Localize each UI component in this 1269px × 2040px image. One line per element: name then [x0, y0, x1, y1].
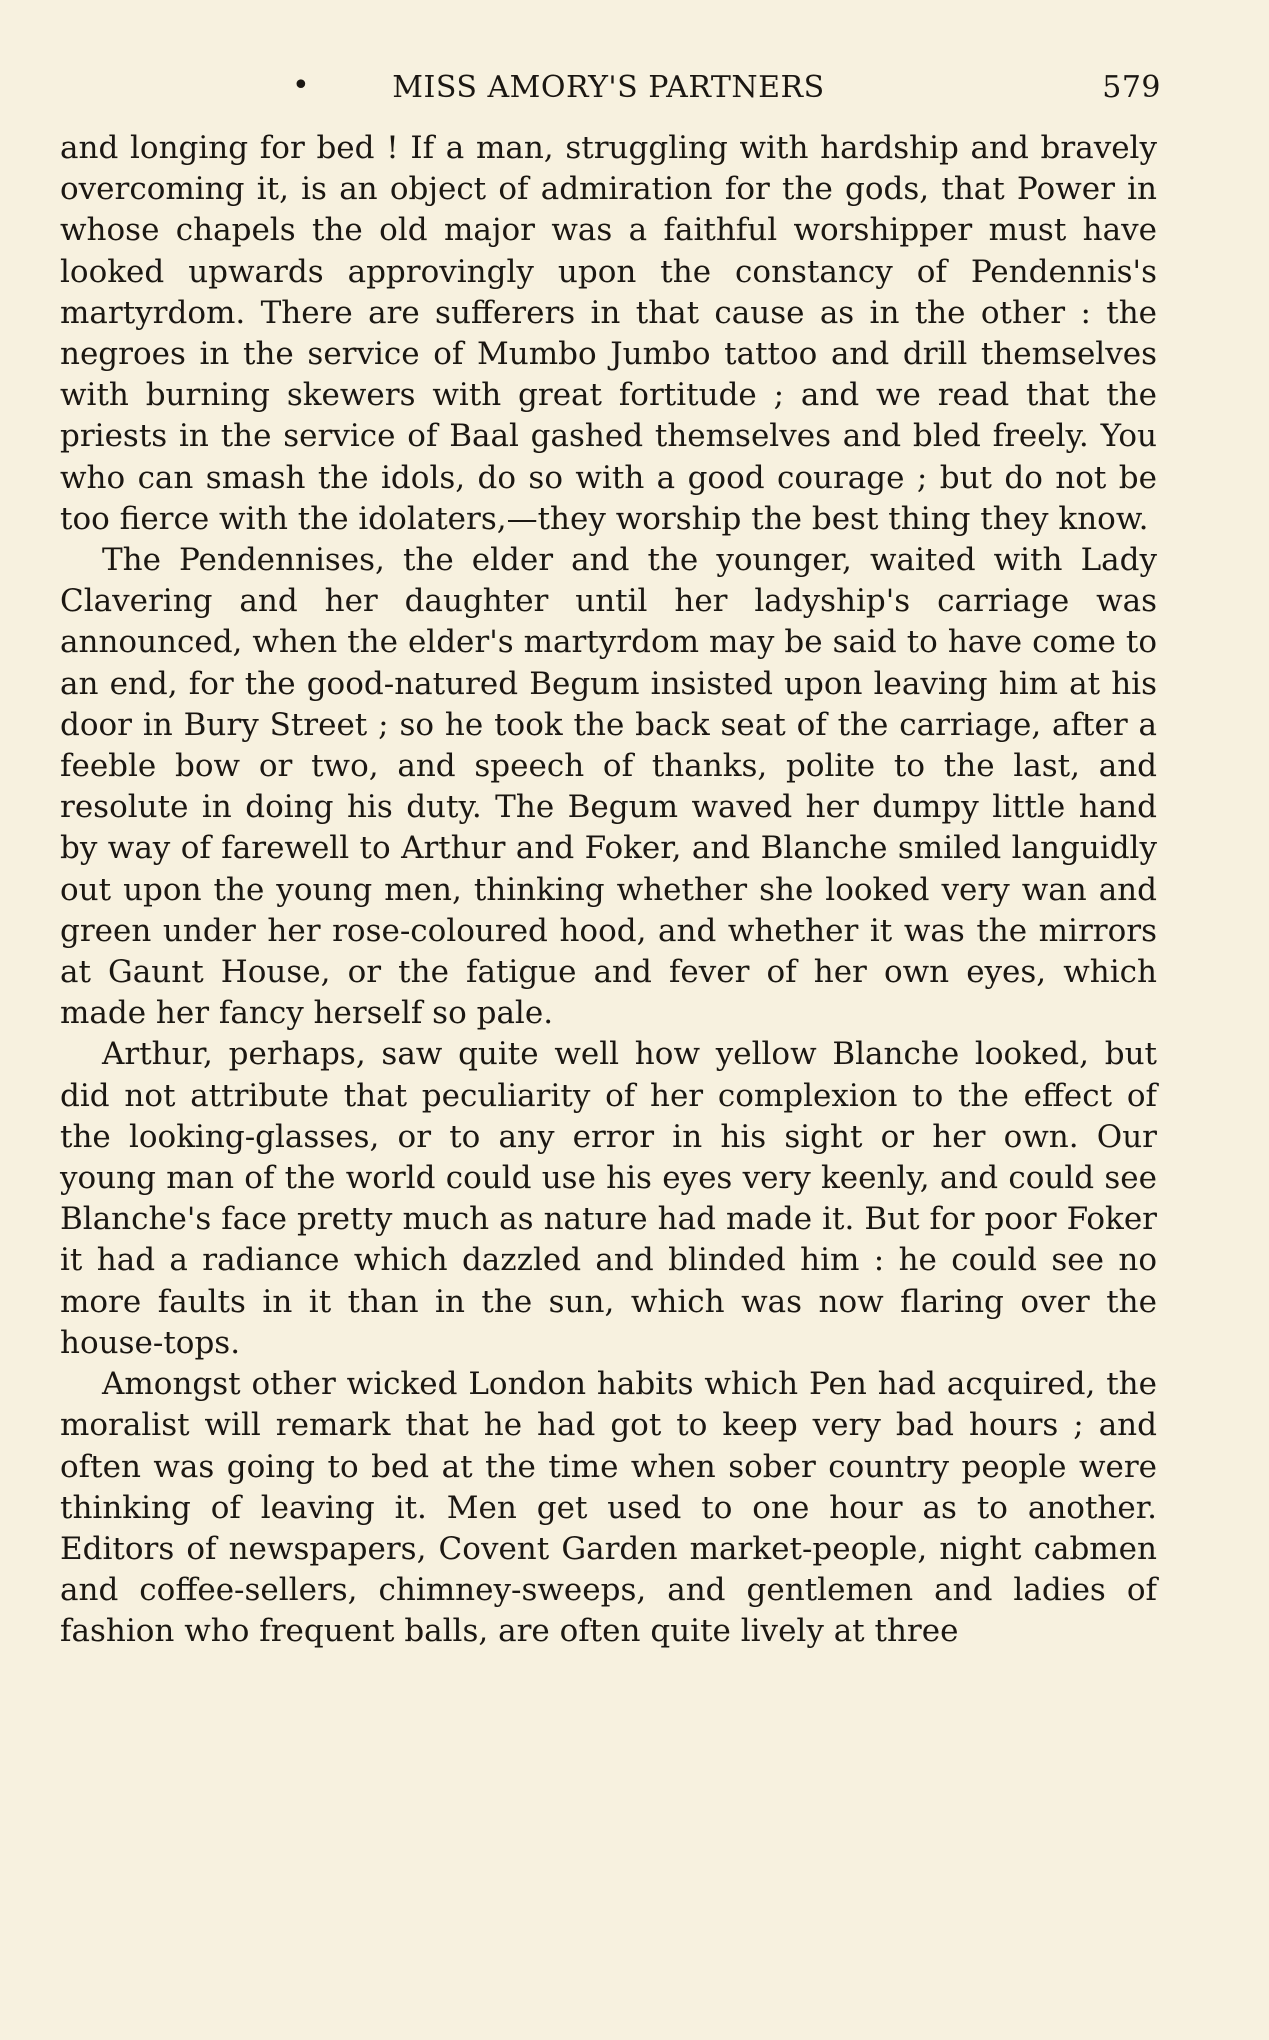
paragraph: Amongst other wicked London habits which Pen had acquired, the moralist will remark that he had got to keep very bad hours ; and often was going to bed at the time when sober country people were thinking of leaving it. Men get used to one hour as to another. Editors of newspapers, Covent Garden market-people, night cabmen and coffee-sellers, chimney-sweeps, and gentlemen and ladies of fashion who frequent balls, are often quite lively at three	[60, 1366, 1157, 1650]
running-head	[60, 66, 1161, 118]
paragraph: Arthur, perhaps, saw quite well how yellow Blanche looked, but did not attribute that peculiarity of her complexion to the effect of the looking-glasses, or to any error in his sight or her own. Our young man of the world could use his eyes very keenly, and could see Blanche's face pretty much as nature had made it. But for poor Foker it had a radiance which dazzled and blinded him : he could see no more faults in it than in the sun, which was now flaring over the house-tops.	[60, 1036, 1157, 1361]
chapter-title: MISS AMORY'S PARTNERS	[392, 70, 825, 105]
page-number: 579	[1102, 70, 1161, 105]
body-text	[60, 128, 1157, 1653]
book-page	[60, 66, 1161, 1653]
paragraph: and longing for bed ! If a man, struggling with hardship and bravely overcoming it, is an object of admiration for the gods, that Power in whose chapels the old major was a faithful worshipper must have looked upwards approvingly upon the constancy of Pendennis's martyrdom. There are sufferers in that cause as in the other : the negroes in the service of Mumbo Jumbo tattoo and drill themselves with burning skewers with great fortitude ; and we read that the priests in the service of Baal gashed themselves and bled freely. You who can smash the idols, do so with a good courage ; but do not be too fierce with the idolaters,—they worship the best thing they know.	[60, 130, 1157, 537]
header-bullet: •	[292, 68, 311, 103]
paragraph: The Pendennises, the elder and the younger, waited with Lady Clavering and her daughter until her ladyship's carriage was announced, when the elder's martyrdom may be said to have come to an end, for the good-natured Begum insisted upon leaving him at his door in Bury Street ; so he took the back seat of the carriage, after a feeble bow or two, and speech of thanks, polite to the last, and resolute in doing his duty. The Begum waved her dumpy little hand by way of farewell to Arthur and Foker, and Blanche smiled languidly out upon the young men, thinking whether she looked very wan and green under her rose-coloured hood, and whether it was the mirrors at Gaunt House, or the fatigue and fever of her own eyes, which made her fancy herself so pale.	[60, 542, 1157, 1032]
